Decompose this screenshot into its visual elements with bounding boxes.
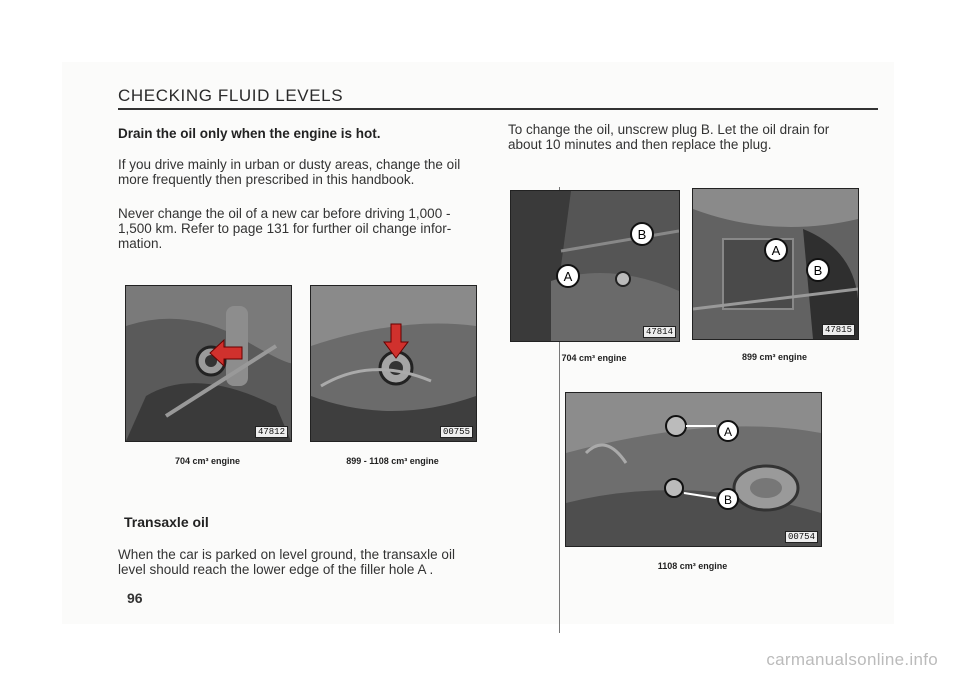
label-a-text: A (723, 425, 733, 439)
title-rule (118, 108, 878, 110)
change-oil-line-2: about 10 minutes and then replace the plug. (508, 137, 772, 152)
new-car-line-1: Never change the oil of a new car before driving 1,000 - (118, 206, 451, 221)
transaxle-line-1: When the car is parked on level ground, the transaxle oil (118, 547, 455, 562)
caption-1108-right: 1108 cm³ engine (657, 561, 728, 571)
label-a-icon (763, 237, 789, 263)
photo-899-1108-dipstick (310, 285, 477, 442)
label-b-text: B (637, 227, 647, 242)
caption-704-left: 704 cm³ engine (174, 456, 241, 466)
change-oil-line-1: To change the oil, unscrew plug B. Let the oil drain for (508, 122, 830, 137)
photo-code: 47814 (643, 326, 676, 338)
photo-704-dipstick (125, 285, 292, 442)
label-a-text: A (771, 243, 781, 258)
photo-704-drain (510, 190, 680, 342)
label-b-icon (629, 221, 655, 247)
photo-code: 47815 (822, 324, 855, 336)
urban-line-2: more frequently then prescribed in this handbook. (118, 172, 415, 187)
red-arrow-icon (383, 322, 409, 360)
engine-photo-illustration (511, 191, 679, 341)
label-a-icon (555, 263, 581, 289)
new-car-line-2: 1,500 km. Refer to page 131 for further oil change infor- (118, 221, 452, 236)
engine-photo-illustration (693, 189, 858, 339)
caption-704-right: 704 cm³ engine (561, 353, 627, 363)
page-number: 96 (127, 590, 143, 606)
page-title: CHECKING FLUID LEVELS (118, 86, 344, 105)
photo-1108-drain (565, 392, 822, 547)
label-b-icon (805, 257, 831, 283)
drain-heading: Drain the oil only when the engine is hot. (118, 126, 381, 141)
label-b-icon (716, 487, 740, 511)
urban-line-1: If you drive mainly in urban or dusty areas, change the oil (118, 157, 461, 172)
new-car-line-3: mation. (118, 236, 163, 251)
engine-photo-illustration (566, 393, 821, 546)
red-arrow-icon (208, 338, 244, 368)
photo-code: 00754 (785, 531, 818, 543)
label-b-text: B (813, 263, 823, 278)
caption-899-1108-left: 899 - 1108 cm³ engine (346, 456, 439, 466)
photo-899-drain (692, 188, 859, 340)
footer-watermark: carmanualsonline.info (766, 650, 938, 669)
label-a-text: A (563, 269, 573, 284)
photo-code: 00755 (440, 426, 473, 438)
label-b-text: B (723, 493, 733, 507)
engine-photo-illustration (311, 286, 476, 441)
label-a-icon (716, 419, 740, 443)
caption-899-right: 899 cm³ engine (741, 352, 808, 362)
transaxle-heading: Transaxle oil (124, 514, 209, 530)
photo-code: 47812 (255, 426, 288, 438)
transaxle-line-2: level should reach the lower edge of the filler hole A . (118, 562, 434, 577)
